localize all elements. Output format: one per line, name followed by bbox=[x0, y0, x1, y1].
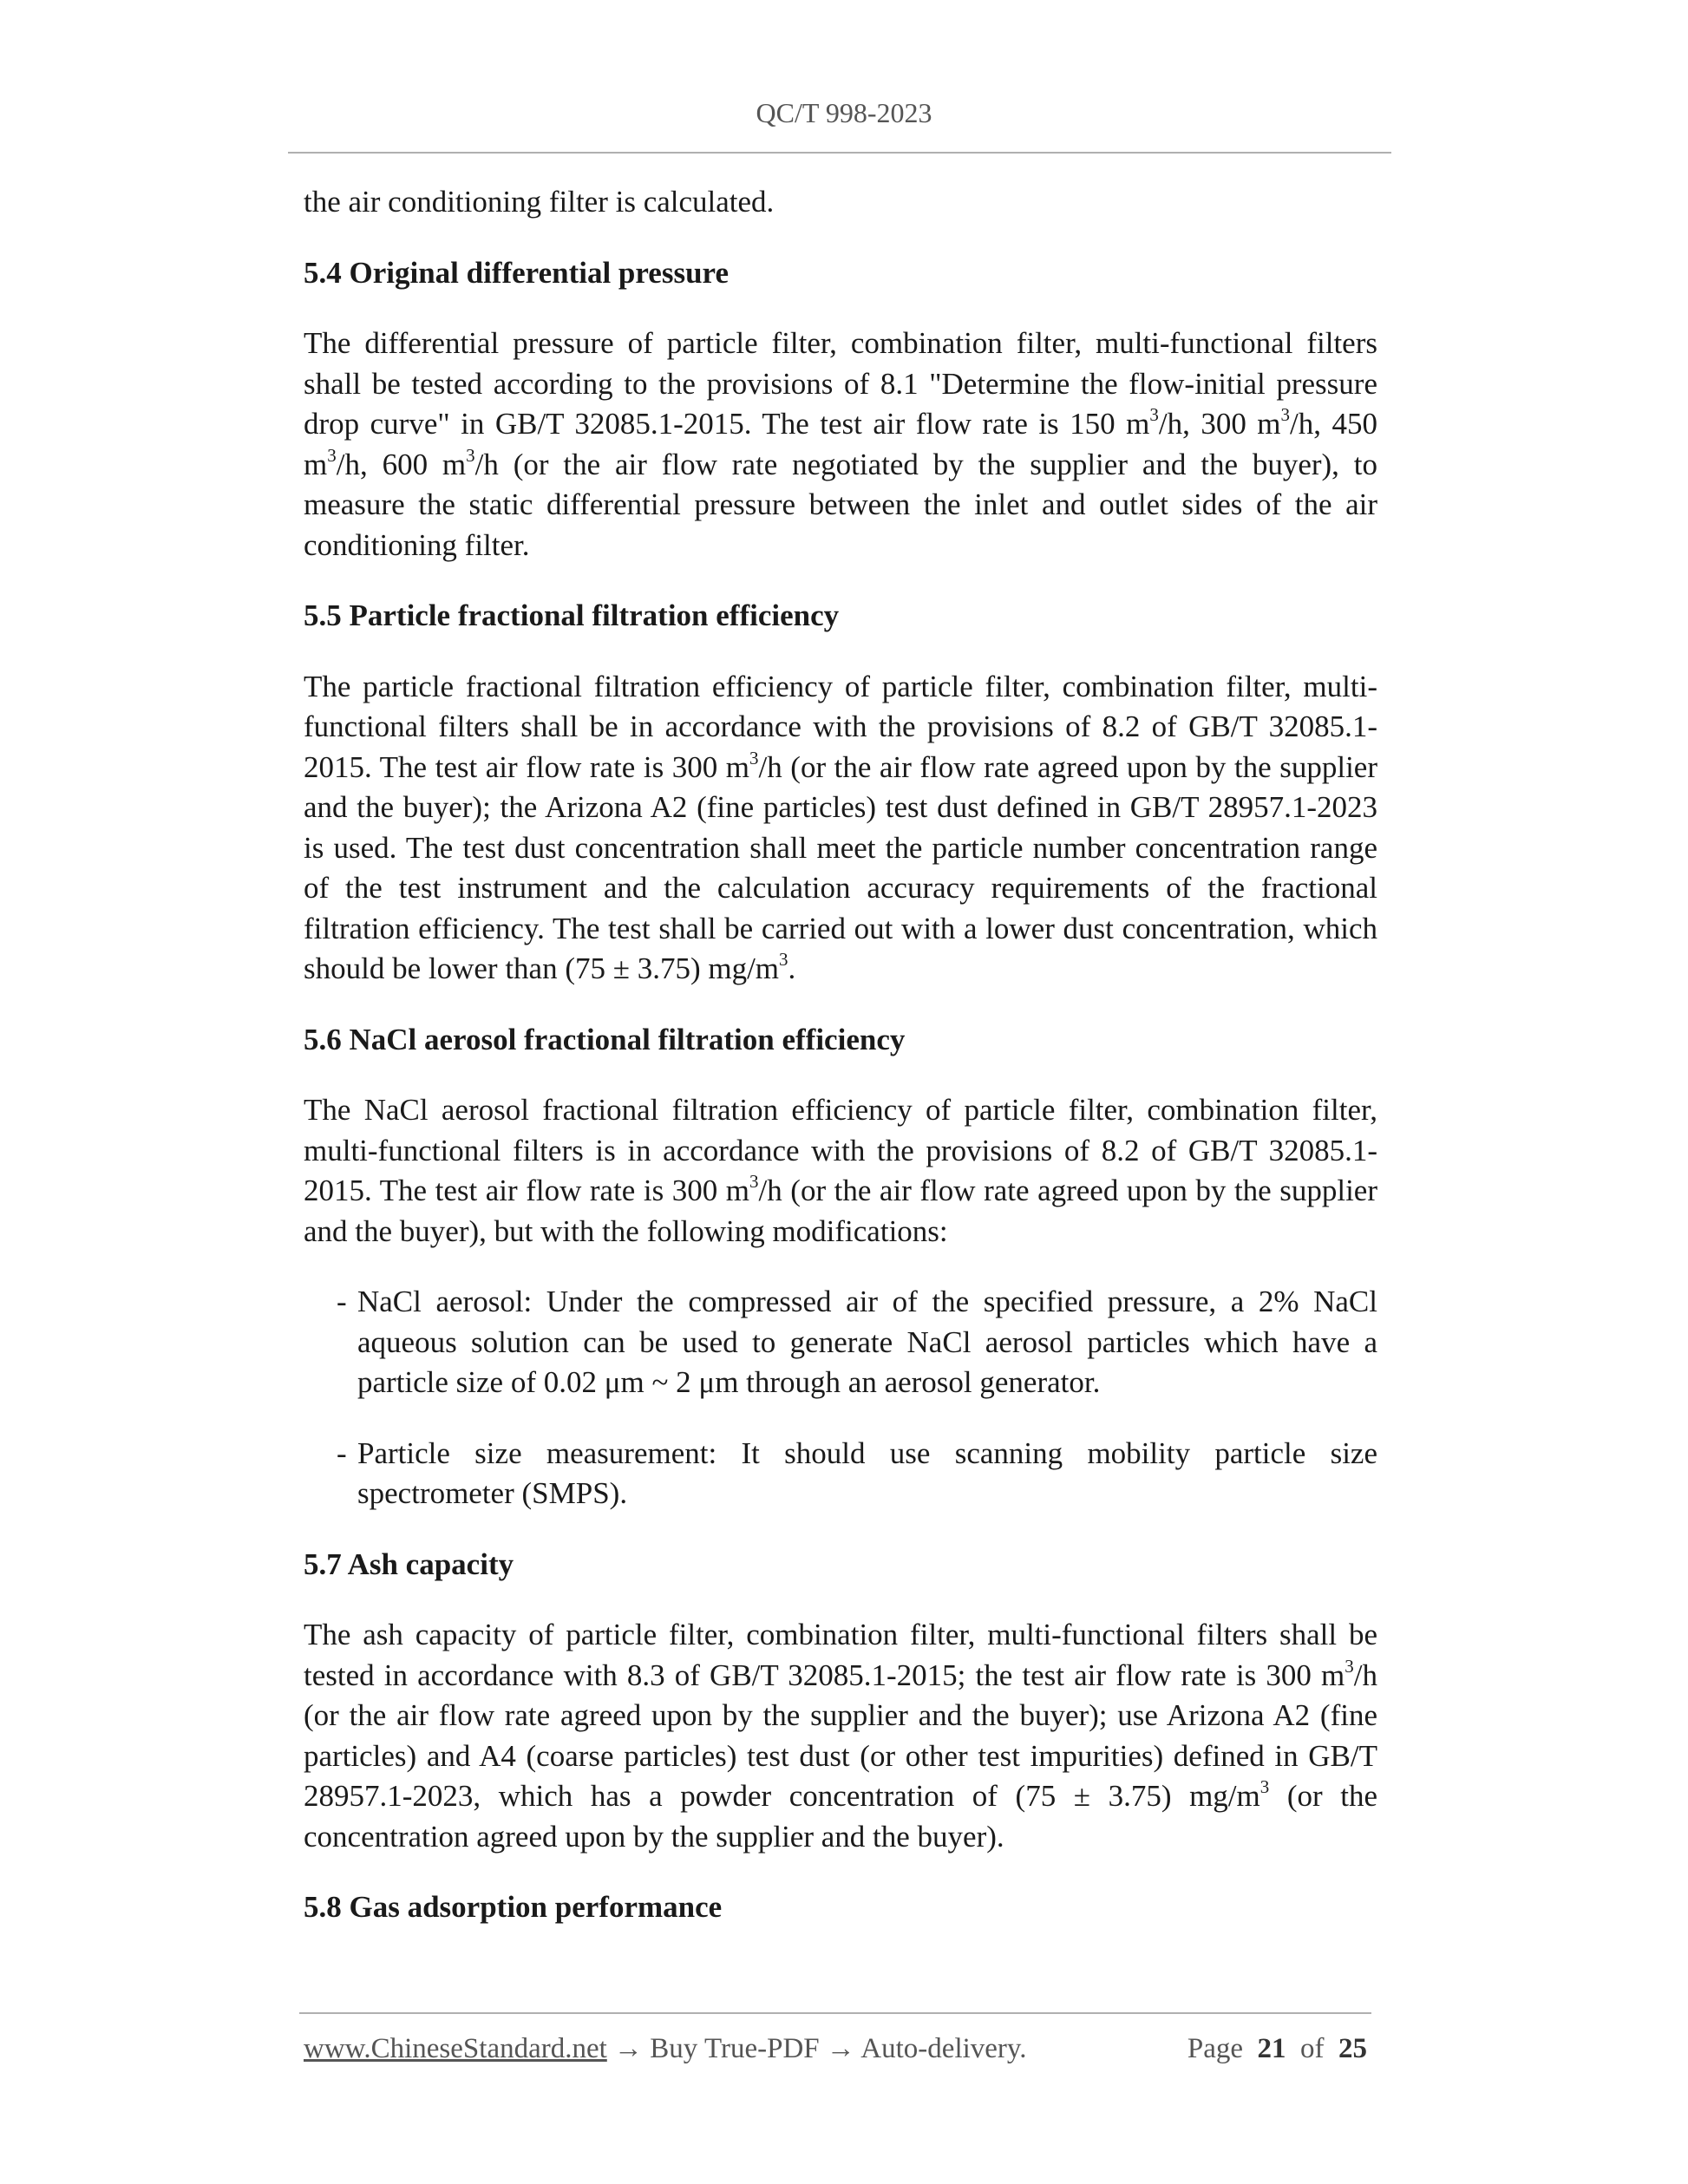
section-5-7-heading: 5.7 Ash capacity bbox=[304, 1546, 514, 1581]
list-item: - Particle size measurement: It should use scanning mobility particle size spectrometer (SMPS). bbox=[337, 1435, 1377, 1510]
page-body bbox=[304, 182, 1377, 1928]
section-5-7-paragraph: The ash capacity of particle filter, combination filter, multi-functional filters shall be tested in accordance with 8.3 of GB/T 32085.1-2015; the test air flow rate is 300 $m^3/h$ (or the air flow rate agreed upon by the supplier and the buyer); use Arizona A2 (fine particles) and A4 (coarse particles) test dust (or other test impurities) defined in GB/T 28957.1-2023, which has a powder concentration of (75 ± 3.75) $mg/m^3$ (or the concentration agreed upon by the supplier and the buyer). bbox=[304, 1618, 1377, 1854]
continuation-paragraph: the air conditioning filter is calculated. bbox=[304, 185, 775, 219]
footer-divider bbox=[299, 2012, 1371, 2014]
section-5-5-heading: 5.5 Particle fractional filtration efficiency bbox=[304, 598, 840, 632]
site-link[interactable]: www.ChineseStandard.net bbox=[304, 2033, 607, 2064]
section-5-6-heading: 5.6 NaCl aerosol fractional filtration efficiency bbox=[304, 1022, 906, 1056]
footer-tagline: → Buy True-PDF → Auto-delivery. bbox=[606, 2033, 1027, 2064]
section-5-8-heading: 5.8 Gas adsorption performance bbox=[304, 1890, 723, 1924]
list-item: - NaCl aerosol: Under the compressed air of the specified pressure, a 2% NaCl aqueous solution can be used to generate NaCl aerosol particles which have a particle size of 0.02 μm ~ 2 μm through an aerosol generator. bbox=[337, 1285, 1377, 1399]
section-5-6-paragraph: The NaCl aerosol fractional filtration efficiency of particle filter, combination filter, multi-functional filters is in accordance with the provisions of 8.2 of GB/T 32085.1-2015. The test air flow rate is 300 $m^3/h$ (or the air flow rate agreed upon by the supplier and the buyer), but with the following modifications: bbox=[304, 1093, 1377, 1248]
page-header-doc-id: QC/T 998-2023 bbox=[756, 97, 932, 128]
page-number: Page 21 of 25 bbox=[1187, 2033, 1367, 2064]
section-5-5-paragraph: The particle fractional filtration efficiency of particle filter, combination filter, multi-functional filters shall be in accordance with the provisions of 8.2 of GB/T 32085.1-2015. The test air flow rate is 300 $m^3/h$ (or the air flow rate agreed upon by the supplier and the buyer); the Arizona A2 (fine particles) test dust defined in GB/T 28957.1-2023 is used. The test dust concentration shall meet the particle number concentration range of the test instrument and the calculation accuracy requirements of the fractional filtration efficiency. The test shall be carried out with a lower dust concentration, which should be lower than (75 ± 3.75) $mg/m^3$. bbox=[304, 669, 1377, 985]
section-5-4-heading: 5.4 Original differential pressure bbox=[304, 255, 729, 290]
section-5-4-paragraph: The differential pressure of particle filter, combination filter, multi-functional filters shall be tested according to the provisions of 8.1 "Determine the flow-initial pressure drop curve" in GB/T 32085.1-2015. The test air flow rate is 150 $m^3/h$, 300 $m^3/h$, 450 $m^3/h$, 600 $m^3/h$ (or the air flow rate negotiated by the supplier and the buyer), to measure the static differential pressure between the inlet and outlet sides of the air conditioning filter. bbox=[304, 326, 1378, 562]
header-divider bbox=[288, 152, 1391, 154]
